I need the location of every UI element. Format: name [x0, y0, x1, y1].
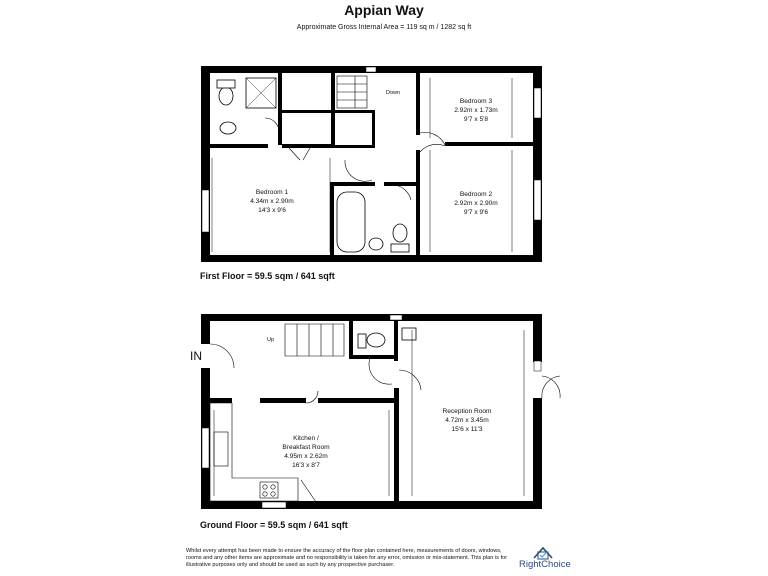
- stairs-down-label: Down: [386, 90, 401, 96]
- brand-name: RightChoice: [519, 559, 571, 570]
- gross-area-subtitle: Approximate Gross Internal Area = 119 sq m / 1282 sq ft: [296, 24, 472, 31]
- bedroom-1-imperial: 14'3 x 9'6: [258, 207, 286, 214]
- bedroom-2-metric: 2.92m x 2.90m: [454, 200, 498, 207]
- first-floor-area-label: First Floor = 59.5 sqm / 641 sqft: [200, 271, 335, 281]
- stairs-up-label: Up: [267, 337, 275, 343]
- disclaimer-text: Whilst every attempt has been made to ensure the accuracy of the floor plan contained here, measurements of doors, windows, rooms and any other items are approximate and no responsibility is taken for any error, omission or mis-statement. This plan is for illustrative purposes only and should be used as such by any prospective purchaser.: [186, 548, 508, 569]
- first-floor-plan: [201, 66, 542, 262]
- bedroom-3-metric: 2.92m x 1.73m: [454, 107, 498, 114]
- ground-floor-area-label: Ground Floor = 59.5 sqm / 641 sqft: [200, 520, 348, 530]
- kitchen-name-line2: Breakfast Room: [282, 444, 330, 451]
- reception-room-imperial: 15'6 x 11'3: [451, 426, 483, 433]
- kitchen-name-line1: Kitchen /: [293, 435, 319, 442]
- bedroom-1-name: Bedroom 1: [255, 189, 289, 196]
- bedroom-2-name: Bedroom 2: [459, 191, 493, 198]
- bedroom-3-name: Bedroom 3: [459, 98, 493, 105]
- bedroom-2-imperial: 9'7 x 9'6: [463, 209, 489, 216]
- plan-title: Appian Way: [344, 2, 424, 18]
- entrance-label: IN: [190, 349, 202, 363]
- reception-room-name: Reception Room: [442, 408, 492, 415]
- bedroom-3-imperial: 9'7 x 5'8: [463, 116, 489, 123]
- kitchen-metric: 4.95m x 2.62m: [284, 453, 328, 460]
- reception-room-metric: 4.72m x 3.45m: [445, 417, 489, 424]
- kitchen-imperial: 16'3 x 8'7: [292, 462, 320, 469]
- bedroom-1-metric: 4.34m x 2.90m: [250, 198, 294, 205]
- ground-floor-plan: [201, 314, 560, 509]
